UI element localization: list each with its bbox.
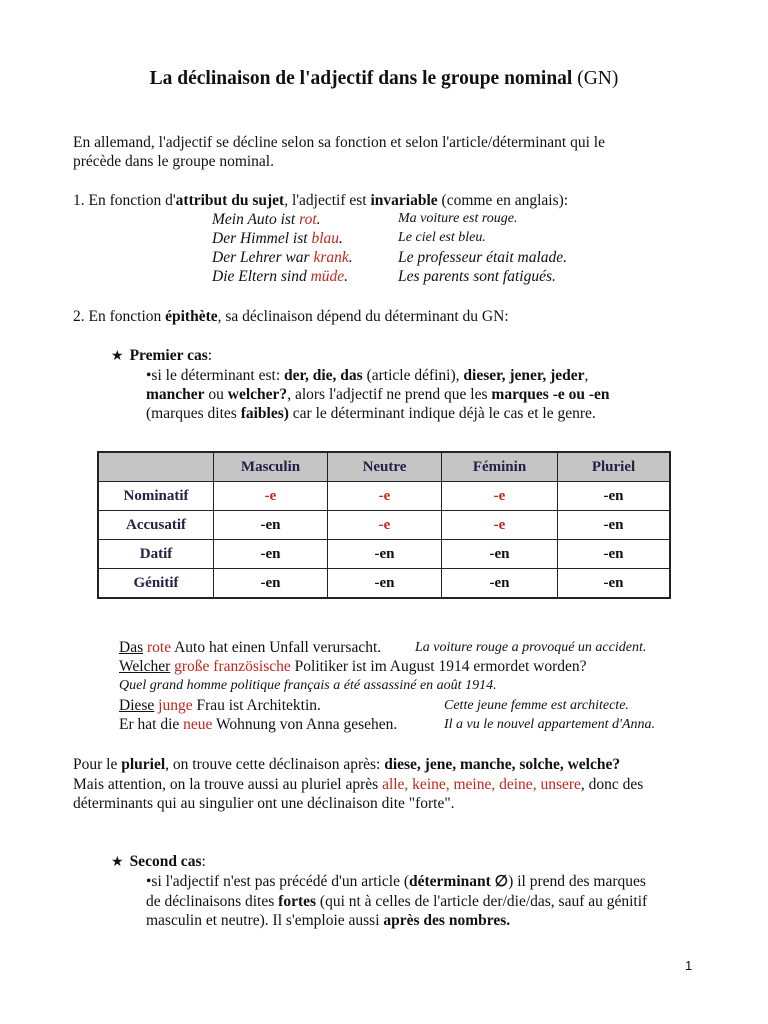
second-cas-line-1: •si l'adjectif n'est pas précédé d'un article (déterminant ∅) il prend des marques [146, 873, 646, 890]
example-de-3: Der Lehrer war krank. [212, 249, 353, 266]
table-cell: -e [328, 511, 442, 540]
example2-fr-2: Quel grand homme politique français a été assassiné en août 1914. [119, 678, 497, 693]
table-cell: -e [328, 482, 442, 511]
table-cell: -en [328, 540, 442, 569]
page-title: La déclinaison de l'adjectif dans le groupe nominal (GN) [149, 68, 619, 89]
table-cell: -en [214, 569, 328, 599]
example-fr-1: Ma voiture est rouge. [398, 211, 518, 226]
table-header-cell: Pluriel [558, 452, 671, 482]
table-cell: -en [558, 482, 671, 511]
premier-cas-heading: ★ Premier cas: [111, 347, 213, 364]
table-cell: -en [558, 540, 671, 569]
table-header-cell: Masculin [214, 452, 328, 482]
declension-table [97, 451, 671, 599]
example2-de-3: Diese junge Frau ist Architektin. [119, 697, 321, 714]
example-de-1: Mein Auto ist rot. [212, 211, 321, 228]
second-cas-line-3: masculin et neutre). Il s'emploie aussi après des nombres. [146, 912, 511, 929]
intro-line-2: précède dans le groupe nominal. [73, 153, 274, 170]
second-cas-line-2: de déclinaisons dites fortes (qui nt à celles de l'article der/die/das, sauf au génitif [146, 893, 648, 910]
example2-fr-3: Cette jeune femme est architecte. [444, 698, 629, 713]
table-cell: -en [214, 540, 328, 569]
table-row [98, 482, 670, 511]
example-fr-2: Le ciel est bleu. [398, 230, 486, 245]
table-header-cell: Féminin [442, 452, 558, 482]
table-header-cell [98, 452, 214, 482]
example-de-4: Die Eltern sind müde. [212, 268, 349, 285]
example-fr-4: Les parents sont fatigués. [398, 268, 556, 285]
premier-cas-line-1: •si le déterminant est: der, die, das (article défini), dieser, jener, jeder, [146, 367, 589, 384]
example-de-2: Der Himmel ist blau. [212, 230, 343, 247]
table-cell: -e [442, 482, 558, 511]
pluriel-line-2: Mais attention, on la trouve aussi au pluriel après alle, keine, meine, deine, unsere, donc des [73, 776, 644, 793]
example-fr-3: Le professeur était malade. [398, 249, 568, 266]
example2-fr-1: La voiture rouge a provoqué un accident. [415, 640, 647, 655]
table-cell: -en [442, 569, 558, 599]
table-header-row [98, 452, 670, 482]
table-row [98, 569, 670, 599]
table-row [98, 540, 670, 569]
table-cell: -en [558, 569, 671, 599]
premier-cas-line-2: mancher ou welcher?, alors l'adjectif ne prend que les marques -e ou -en [146, 386, 610, 403]
pluriel-line-1: Pour le pluriel, on trouve cette déclinaison après: diese, jene, manche, solche, welche? [73, 756, 621, 773]
table-row-header: Datif [98, 540, 214, 569]
example2-de-4: Er hat die neue Wohnung von Anna gesehen. [119, 716, 398, 733]
example2-fr-4: Il a vu le nouvel appartement d'Anna. [444, 717, 655, 732]
table-header-cell: Neutre [328, 452, 442, 482]
table-cell: -en [442, 540, 558, 569]
premier-cas-line-3: (marques dites faibles) car le déterminant indique déjà le cas et le genre. [146, 405, 596, 422]
page-number: 1 [685, 958, 693, 973]
section-2-heading: 2. En fonction épithète, sa déclinaison dépend du déterminant du GN: [73, 308, 509, 325]
star-icon: ★ [111, 349, 124, 364]
table-row-header: Nominatif [98, 482, 214, 511]
table-row [98, 511, 670, 540]
table-row-header: Génitif [98, 569, 214, 599]
table-cell: -e [214, 482, 328, 511]
pluriel-line-3: déterminants qui au singulier ont une déclinaison dite "forte". [73, 795, 455, 812]
example2-de-1: Das rote Auto hat einen Unfall verursacht. [119, 639, 382, 656]
section-1-heading: 1. En fonction d'attribut du sujet, l'adjectif est invariable (comme en anglais): [73, 192, 569, 209]
table-cell: -en [328, 569, 442, 599]
star-icon: ★ [111, 855, 124, 870]
second-cas-heading: ★ Second cas: [111, 853, 206, 870]
example2-de-2: Welcher große französische Politiker ist im August 1914 ermordet worden? [119, 658, 587, 675]
table-cell: -en [214, 511, 328, 540]
intro-line-1: En allemand, l'adjectif se décline selon sa fonction et selon l'article/déterminant qui le [73, 134, 605, 151]
table-row-header: Accusatif [98, 511, 214, 540]
table-cell: -e [442, 511, 558, 540]
table-cell: -en [558, 511, 671, 540]
